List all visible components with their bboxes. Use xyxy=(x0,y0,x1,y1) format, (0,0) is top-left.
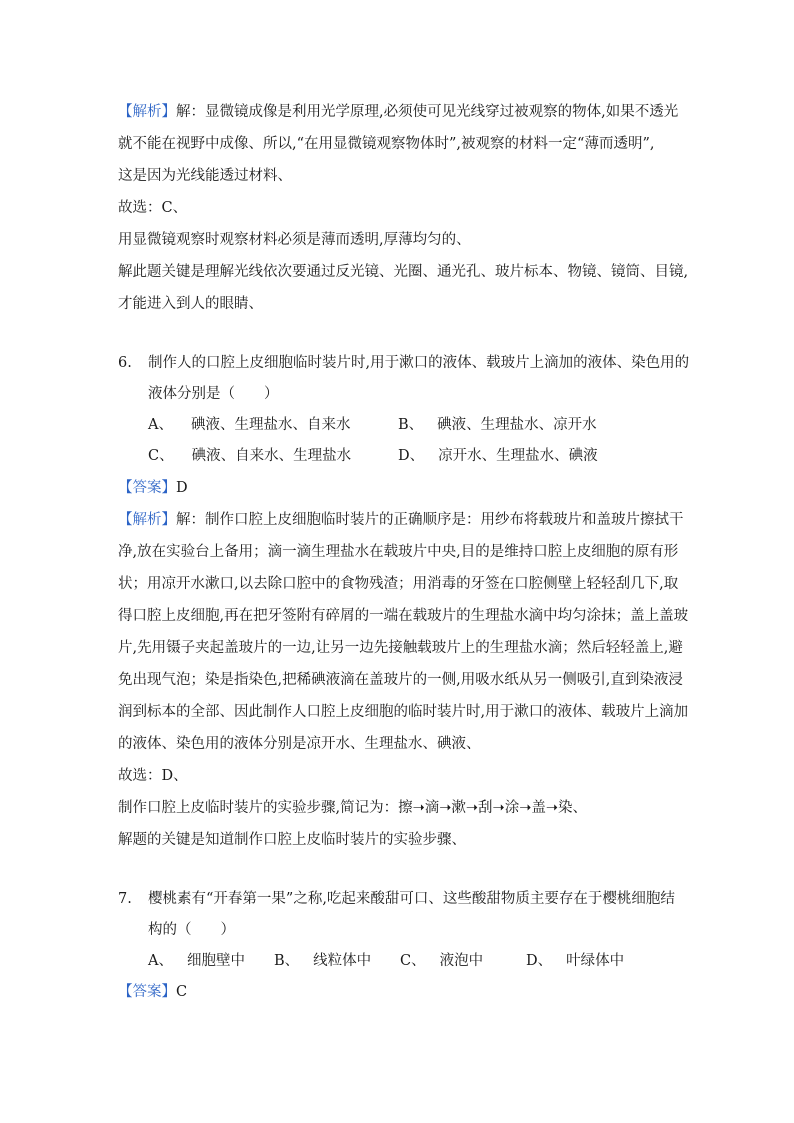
key-line: 解此题关键是理解光线依次要通过反光镜、光圈、通光孔、玻片标本、物镜、镜筒、目镜, xyxy=(118,264,689,280)
analysis-line: 片,先用镊子夹起盖玻片的一边,让另一边先接触载玻片上的生理盐水滴；然后轻轻盖上,避 xyxy=(118,640,683,656)
analysis-label: 【解析】 xyxy=(118,104,176,120)
key-line: 才能进入到人的眼睛、 xyxy=(118,296,263,312)
answer-label: 【答案】 xyxy=(118,480,176,496)
analysis-line: 净,放在实验台上备用；滴一滴生理盐水在载玻片中央,目的是维持口腔上皮细胞的原有形 xyxy=(118,544,679,560)
choose-line: 故选：D、 xyxy=(118,768,188,784)
option-d: D、 叶绿体中 xyxy=(526,953,625,969)
question-stem: 制作人的口腔上皮细胞临时装片时,用于漱口的液体、载玻片上滴加的液体、染色用的 xyxy=(148,355,690,371)
question-stem: 樱桃素有“开春第一果”之称,吃起来酸甜可口、这些酸甜物质主要存在于樱桃细胞结 xyxy=(148,891,675,907)
analysis-line: 【解析】解：显微镜成像是利用光学原理,必须使可见光线穿过被观察的物体,如果不透光 xyxy=(118,104,679,120)
option-c: C、 液泡中 xyxy=(400,953,484,969)
question-stem: 液体分别是（ ） xyxy=(148,386,279,402)
analysis-line: 润到标本的全部、因此制作人口腔上皮细胞的临时装片时,用于漱口的液体、载玻片上滴加 xyxy=(118,704,689,720)
comment-line: 用显微镜观察时观察材料必须是薄而透明,厚薄均匀的、 xyxy=(118,232,471,248)
option-d: D、 凉开水、生理盐水、碘液 xyxy=(398,448,598,464)
analysis-line: 得口腔上皮细胞,再在把牙签附有碎屑的一端在载玻片的生理盐水滴中均匀涂抹；盖上盖玻 xyxy=(118,608,689,624)
analysis-line: 就不能在视野中成像、所以,“在用显微镜观察物体时”,被观察的材料一定“薄而透明”, xyxy=(118,136,655,152)
analysis-line: 【解析】解：制作口腔上皮细胞临时装片的正确顺序是：用纱布将载玻片和盖玻片擦拭干 xyxy=(118,512,684,528)
analysis-line: 状；用凉开水漱口,以去除口腔中的食物残渣；用消毒的牙签在口腔侧壁上轻轻刮几下,取 xyxy=(118,576,679,592)
question-stem: 构的（ ） xyxy=(148,922,235,938)
choose-line: 故选：C、 xyxy=(118,200,188,216)
option-a: A、 细胞壁中 xyxy=(148,953,245,969)
answer-label: 【答案】 xyxy=(118,984,176,1000)
analysis-line: 的液体、染色用的液体分别是凉开水、生理盐水、碘液、 xyxy=(118,736,481,752)
question-number: 7. xyxy=(118,891,132,907)
answer-line: 【答案】C xyxy=(118,984,188,1000)
option-b: B、 线粒体中 xyxy=(274,953,372,969)
option-c: C、 碘液、自来水、生理盐水 xyxy=(148,448,352,464)
option-a: A、 碘液、生理盐水、自来水 xyxy=(148,417,351,433)
question-number: 6. xyxy=(118,355,132,371)
analysis-line: 这是因为光线能透过材料、 xyxy=(118,168,292,184)
key-line: 解题的关键是知道制作口腔上皮临时装片的实验步骤、 xyxy=(118,832,466,848)
analysis-line: 免出现气泡；染是指染色,把稀碘液滴在盖玻片的一侧,用吸水纸从另一侧吸引,直到染液浸 xyxy=(118,672,683,688)
comment-line: 制作口腔上皮临时装片的实验步骤,简记为：擦➝滴➝漱➝刮➝涂➝盖➝染、 xyxy=(118,800,588,816)
answer-line: 【答案】D xyxy=(118,480,188,496)
analysis-label: 【解析】 xyxy=(118,512,176,528)
option-b: B、 碘液、生理盐水、凉开水 xyxy=(398,417,597,433)
